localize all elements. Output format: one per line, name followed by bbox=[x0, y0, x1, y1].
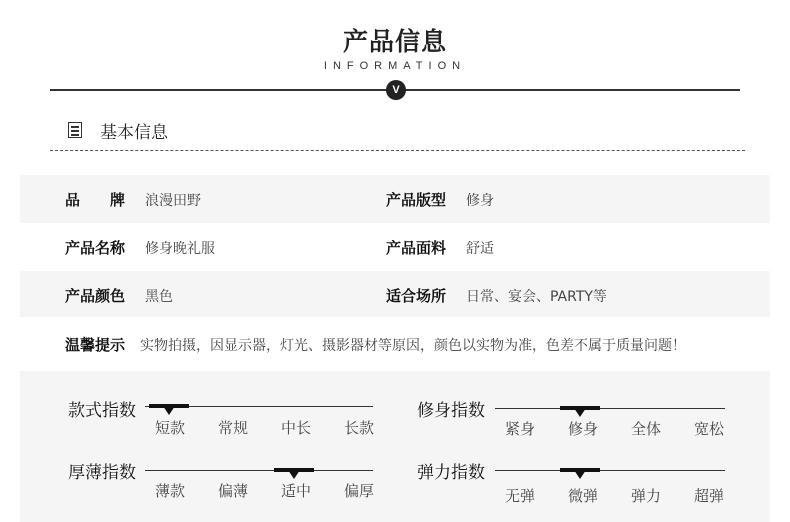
index-pointer bbox=[288, 470, 300, 479]
info-value: 修身晚礼服 bbox=[145, 241, 215, 257]
index-track bbox=[495, 408, 725, 409]
index-option: 常规 bbox=[217, 419, 248, 437]
info-label: 产品版型 bbox=[386, 191, 447, 209]
info-label: 产品名称 bbox=[65, 239, 126, 257]
index-option: 偏厚 bbox=[343, 482, 374, 500]
index-option: 紧身 bbox=[504, 420, 535, 438]
index-label: 修身指数 bbox=[417, 401, 485, 421]
index-option: 长款 bbox=[343, 419, 374, 437]
index-label: 弹力指数 bbox=[417, 463, 485, 483]
index-option: 弹力 bbox=[630, 487, 661, 505]
info-value: 黑色 bbox=[145, 289, 173, 305]
info-label: 品 牌 bbox=[65, 191, 126, 209]
index-option: 修身 bbox=[567, 420, 598, 438]
index-option: 偏薄 bbox=[217, 482, 248, 500]
page-subtitle: INFORMATION bbox=[323, 60, 467, 72]
info-label: 产品颜色 bbox=[65, 287, 126, 305]
index-option: 微弹 bbox=[567, 487, 598, 505]
index-option: 全体 bbox=[630, 420, 661, 438]
index-option: 超弹 bbox=[693, 487, 724, 505]
info-value: 修身 bbox=[466, 193, 494, 209]
index-option: 无弹 bbox=[504, 487, 535, 505]
index-pointer bbox=[574, 470, 586, 479]
index-option: 薄款 bbox=[154, 482, 185, 500]
header-badge: V bbox=[386, 80, 406, 100]
info-row bbox=[20, 223, 770, 271]
info-label: 适合场所 bbox=[386, 287, 447, 305]
index-option: 中长 bbox=[280, 419, 311, 437]
index-label: 款式指数 bbox=[68, 401, 136, 421]
document-list-icon bbox=[68, 122, 82, 138]
index-option: 宽松 bbox=[693, 420, 724, 438]
info-value: 舒适 bbox=[466, 241, 494, 257]
page-title: 产品信息 bbox=[342, 27, 447, 56]
index-option: 短款 bbox=[154, 419, 185, 437]
notice-text: 实物拍摄，因显示器，灯光、摄影器材等原因，颜色以实物为准，色差不属于质量问题！ bbox=[140, 338, 686, 354]
index-track bbox=[495, 470, 725, 471]
section-divider bbox=[50, 150, 745, 151]
index-pointer bbox=[574, 408, 586, 417]
basic-info-table bbox=[20, 175, 770, 317]
info-value: 日常、宴会、PARTY等 bbox=[466, 289, 607, 305]
index-track bbox=[145, 470, 373, 471]
info-row bbox=[20, 175, 770, 223]
section-title: 基本信息 bbox=[100, 123, 168, 143]
index-pointer bbox=[163, 406, 175, 415]
index-option: 适中 bbox=[280, 482, 311, 500]
index-label: 厚薄指数 bbox=[68, 463, 136, 483]
notice-label: 温馨提示 bbox=[65, 336, 126, 354]
info-row bbox=[20, 271, 770, 319]
info-label: 产品面料 bbox=[386, 239, 447, 257]
info-value: 浪漫田野 bbox=[145, 193, 201, 209]
